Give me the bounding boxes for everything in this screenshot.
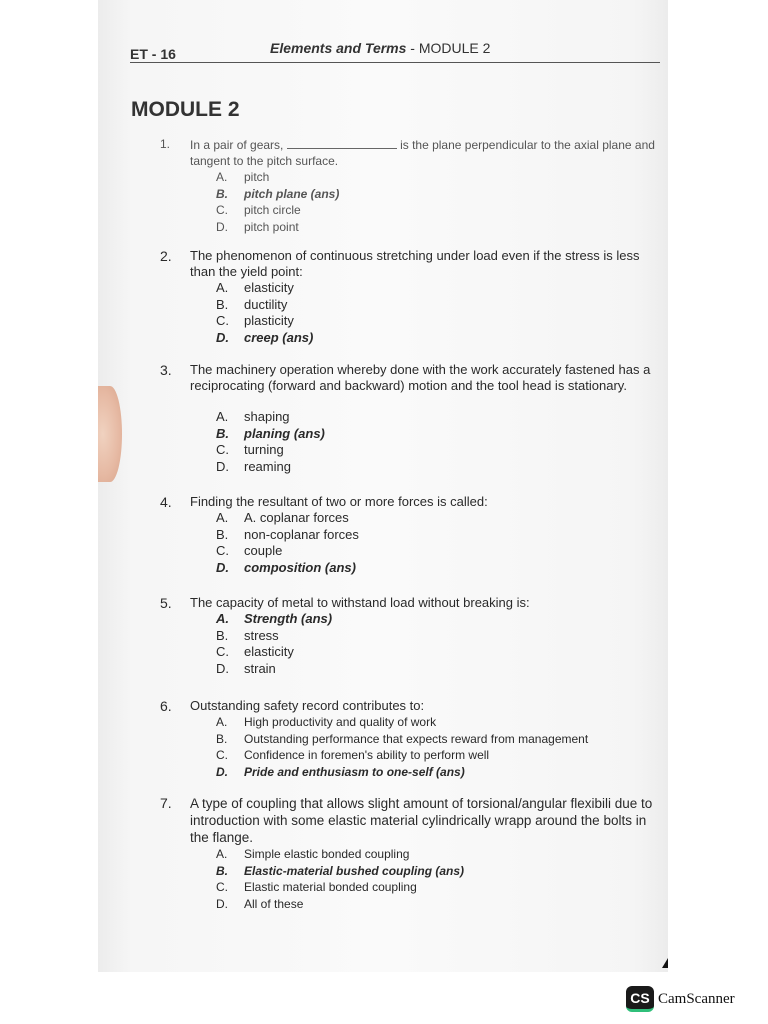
question-stem: The phenomenon of continuous stretching under load even if the stress is less than the yield point: <box>190 248 640 279</box>
option-text: pitch <box>244 170 270 184</box>
page-corner-mark <box>662 958 668 968</box>
header-rule <box>130 62 660 63</box>
option-letter: C. <box>216 442 229 457</box>
option-letter: D. <box>216 329 229 345</box>
option-a <box>216 846 464 863</box>
question-number: 2. <box>160 248 172 264</box>
question-number: 1. <box>160 137 171 151</box>
module-title: MODULE 2 <box>131 98 240 121</box>
option-text: Elastic-material bushed coupling (ans) <box>244 863 465 878</box>
page-header <box>130 38 660 64</box>
option-text: Confidence in foremen's ability to perform well <box>244 748 490 762</box>
option-text: ductility <box>244 296 288 312</box>
option-text: Strength (ans) <box>244 611 333 626</box>
option-letter: B. <box>216 731 228 746</box>
camscanner-watermark <box>626 986 735 1012</box>
thumb-shadow <box>98 386 122 482</box>
option-text: pitch point <box>244 219 299 234</box>
option-text: A. coplanar forces <box>244 510 349 525</box>
option-text: stress <box>244 627 279 643</box>
option-letter: C. <box>216 644 229 659</box>
option-b <box>216 527 359 544</box>
option-a <box>216 169 339 186</box>
option-text: non-coplanar forces <box>244 526 359 542</box>
option-text: pitch plane (ans) <box>244 186 340 201</box>
header-title-sep: - <box>406 40 419 56</box>
option-text: creep (ans) <box>244 329 314 345</box>
question-stem-part: is the plane perpendicular to the axial plane and tangent to the pitch surface. <box>190 138 655 168</box>
option-b-answer <box>216 426 325 443</box>
question-stem: Finding the resultant of two or more forces is called: <box>190 494 488 509</box>
option-letter: D. <box>216 660 229 676</box>
option-letter: B. <box>216 186 228 201</box>
option-text: Elastic material bonded coupling <box>244 880 417 894</box>
option-a <box>216 510 359 527</box>
header-title <box>270 40 490 56</box>
question-stem <box>190 137 660 169</box>
options-list <box>216 280 313 346</box>
option-letter: A. <box>216 715 228 729</box>
option-letter: B. <box>216 425 229 441</box>
option-text: planing (ans) <box>244 425 325 441</box>
option-letter: A. <box>216 847 228 861</box>
course-code: ET - 16 <box>130 46 176 62</box>
options-list <box>216 409 325 475</box>
camscanner-logo-icon: CS <box>626 986 654 1012</box>
option-letter: A. <box>216 611 229 626</box>
header-title-module: MODULE 2 <box>418 40 491 56</box>
option-c <box>216 202 339 219</box>
question-stem: The capacity of metal to withstand load without breaking is: <box>190 595 530 610</box>
option-d <box>216 661 332 678</box>
option-a <box>216 409 325 426</box>
option-letter: A. <box>216 280 229 295</box>
question-number: 7. <box>160 795 172 811</box>
options-list <box>216 510 359 576</box>
option-a-answer <box>216 611 332 628</box>
option-text: reaming <box>244 458 291 474</box>
camscanner-name: CamScanner <box>658 990 735 1007</box>
question-stem: A type of coupling that allows slight amount of torsional/angular flexibili due to introduction with some elastic material cylindrically wrapp around the bolts in the flange. <box>190 796 653 845</box>
option-text: elasticity <box>244 280 294 295</box>
option-letter: D. <box>216 896 228 911</box>
option-letter: D. <box>216 458 229 474</box>
answer-blank <box>287 138 397 149</box>
option-c <box>216 747 588 764</box>
option-letter: B. <box>216 863 228 878</box>
option-d-answer <box>216 764 588 781</box>
options-list <box>216 714 588 780</box>
option-text: strain <box>244 660 276 676</box>
option-text: Simple elastic bonded coupling <box>244 847 410 861</box>
option-letter: C. <box>216 313 229 328</box>
option-text: pitch circle <box>244 203 301 217</box>
option-letter: D. <box>216 559 229 575</box>
question-stem: The machinery operation whereby done with the work accurately fastened has a reciprocating (forward and backward) motion and the tool head is stationary. <box>190 362 651 393</box>
option-d-answer <box>216 560 359 577</box>
option-letter: C. <box>216 748 228 762</box>
option-d <box>216 459 325 476</box>
option-letter: D. <box>216 764 228 779</box>
option-text: Outstanding performance that expects reward from management <box>244 731 589 746</box>
option-b-answer <box>216 863 464 880</box>
option-c <box>216 879 464 896</box>
options-list <box>216 846 464 912</box>
option-text: All of these <box>244 896 304 911</box>
option-text: elasticity <box>244 644 294 659</box>
options-list <box>216 169 339 235</box>
header-title-italic: Elements and Terms <box>270 40 407 56</box>
option-letter: B. <box>216 526 229 542</box>
option-letter: B. <box>216 627 229 643</box>
question-number: 6. <box>160 698 172 714</box>
option-a <box>216 714 588 731</box>
option-letter: C. <box>216 543 229 558</box>
option-d-answer <box>216 330 313 347</box>
option-d <box>216 219 339 236</box>
option-text: couple <box>244 543 283 558</box>
option-text: High productivity and quality of work <box>244 715 437 729</box>
option-text: turning <box>244 442 284 457</box>
option-c <box>216 313 313 330</box>
option-c <box>216 644 332 661</box>
option-letter: A. <box>216 409 229 424</box>
question-number: 3. <box>160 362 172 378</box>
question-stem-part: In a pair of gears, <box>190 138 287 152</box>
option-b <box>216 628 332 645</box>
option-c <box>216 442 325 459</box>
option-text: Pride and enthusiasm to one-self (ans) <box>244 764 465 779</box>
option-text: shaping <box>244 409 290 424</box>
question-stem: Outstanding safety record contributes to: <box>190 698 425 713</box>
option-c <box>216 543 359 560</box>
option-letter: C. <box>216 880 228 894</box>
option-a <box>216 280 313 297</box>
question-number: 4. <box>160 494 172 510</box>
option-b <box>216 297 313 314</box>
option-letter: D. <box>216 219 228 234</box>
option-d <box>216 896 464 913</box>
option-letter: A. <box>216 510 229 525</box>
option-letter: C. <box>216 203 228 217</box>
option-b <box>216 731 588 748</box>
option-text: plasticity <box>244 313 294 328</box>
option-text: composition (ans) <box>244 559 356 575</box>
options-list <box>216 611 332 677</box>
option-b-answer <box>216 186 339 203</box>
option-letter: A. <box>216 170 228 184</box>
option-letter: B. <box>216 296 229 312</box>
question-number: 5. <box>160 595 172 611</box>
